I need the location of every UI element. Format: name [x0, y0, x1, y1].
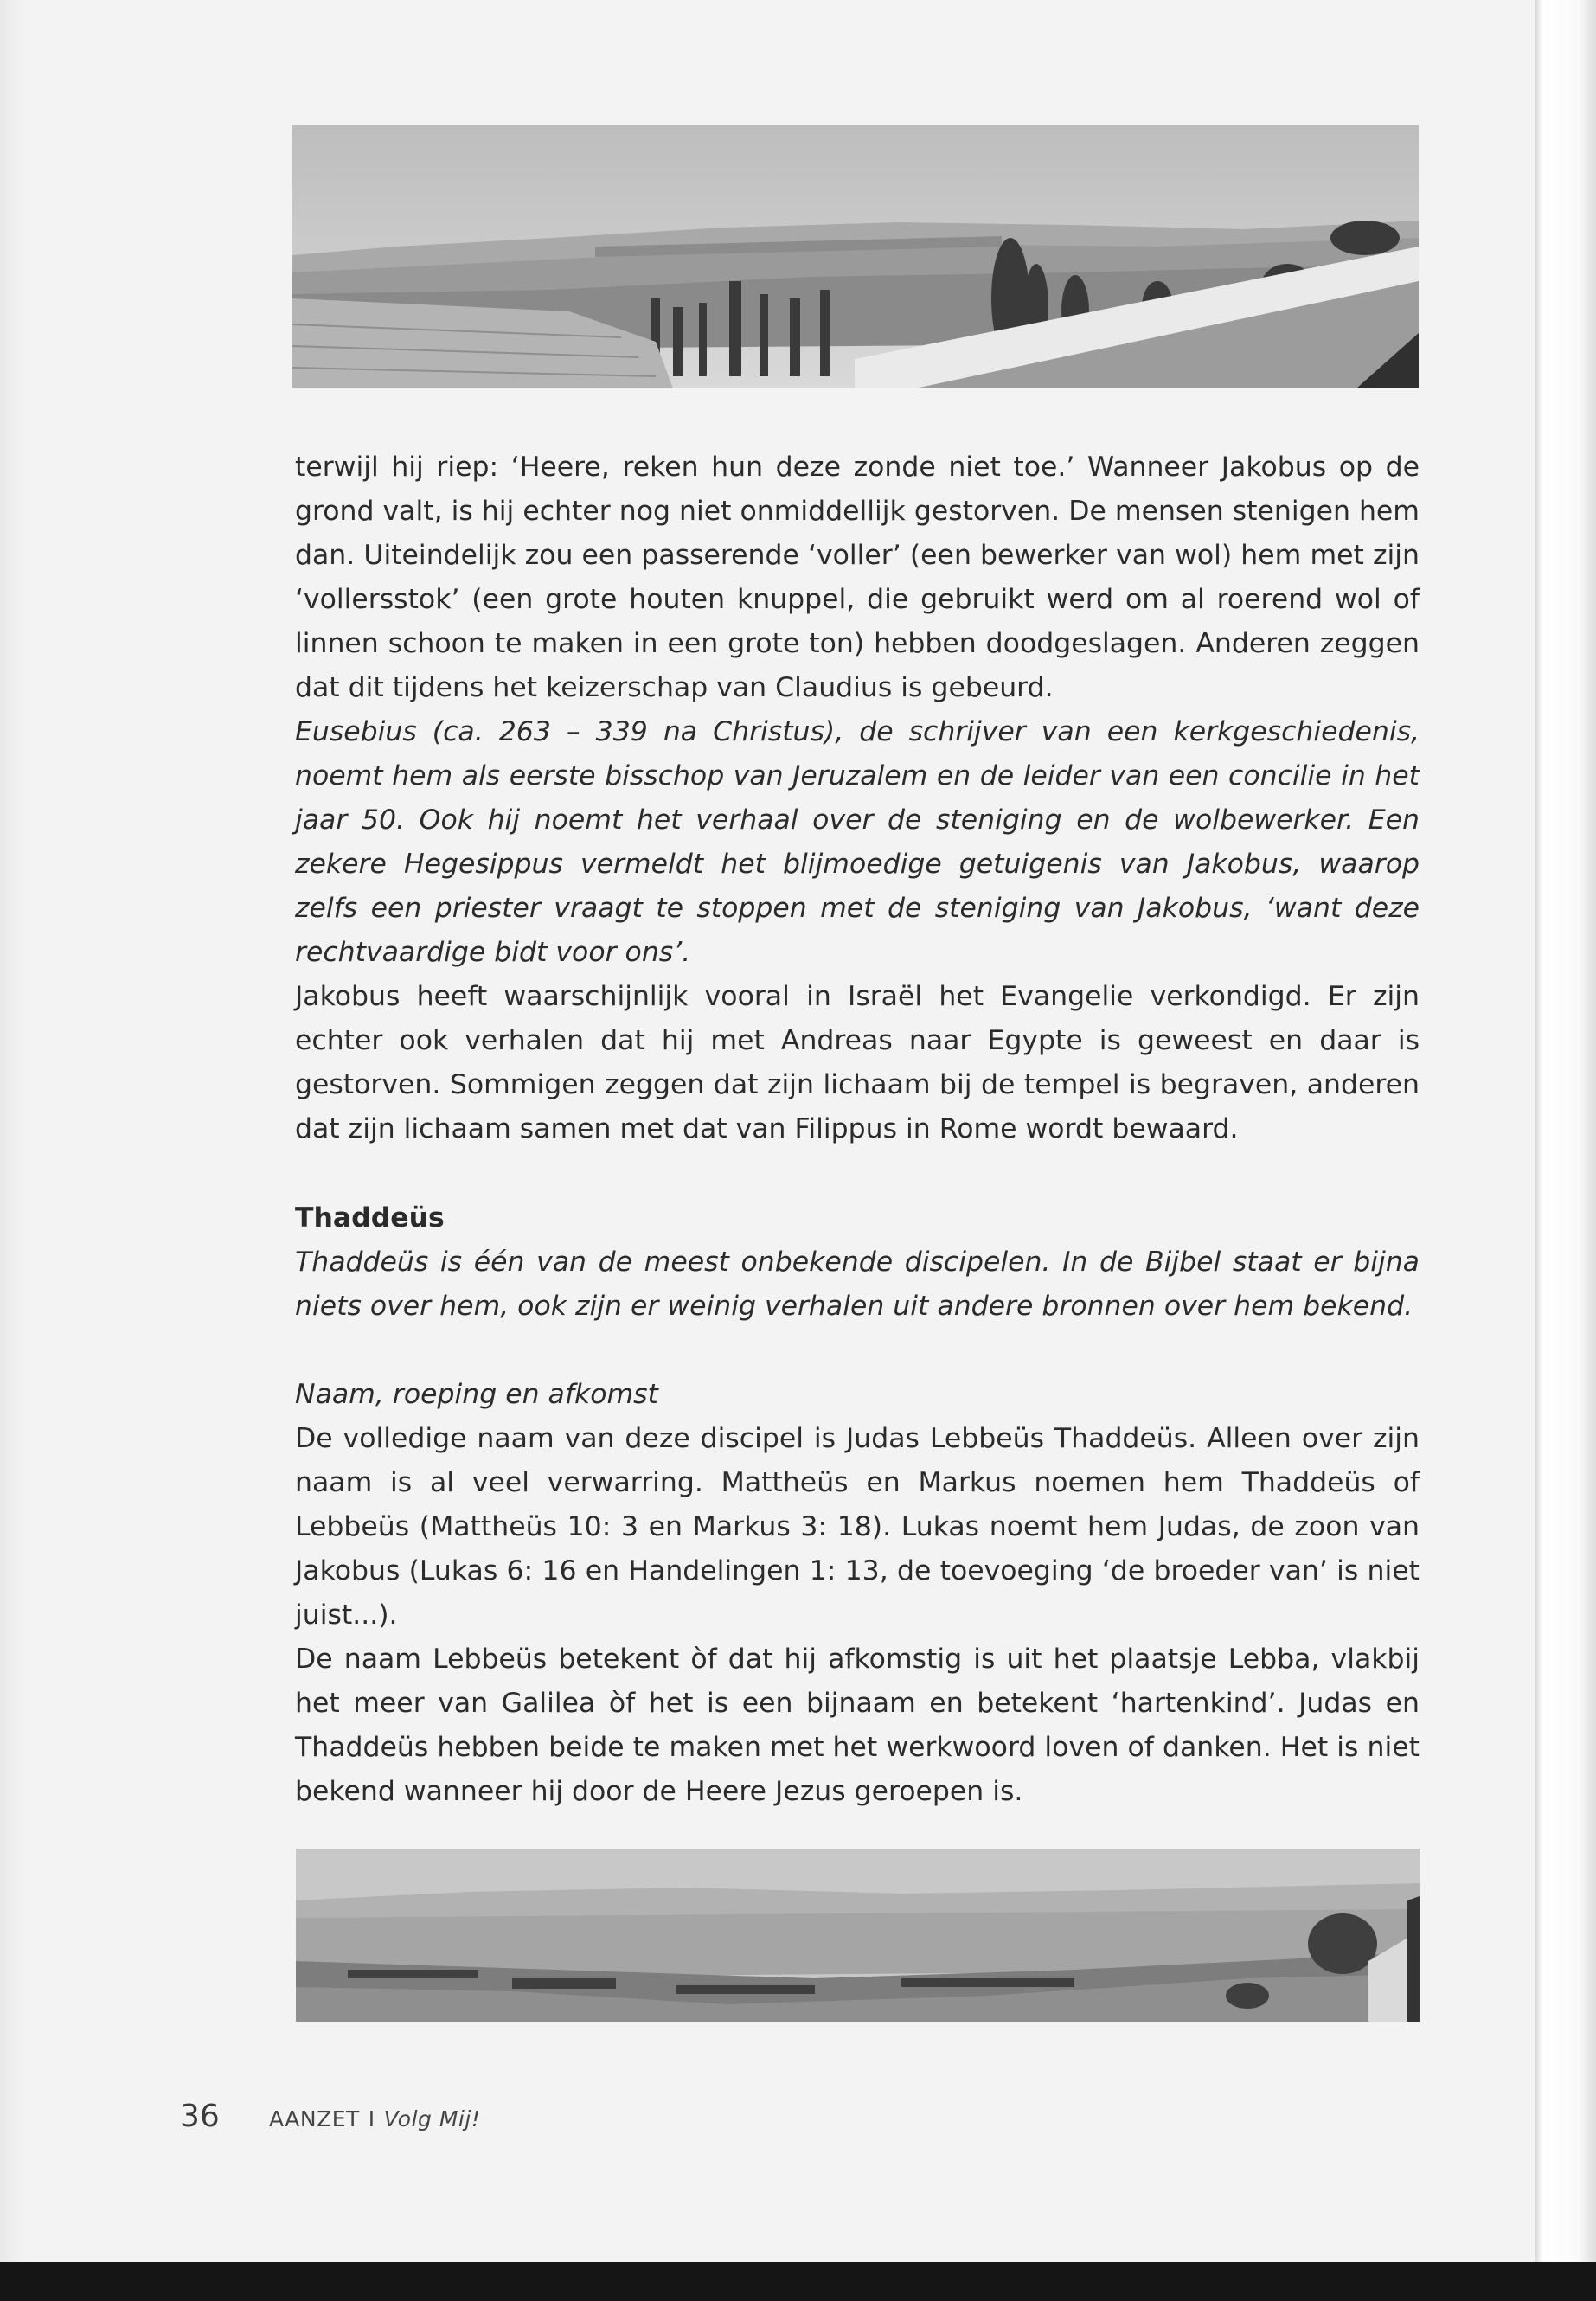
subheading-naam: Naam, roeping en afkomst — [295, 1379, 658, 1410]
paragraph-lebbeus: De naam Lebbeüs betekent òf dat hij afkomstig is uit het plaatsje Lebba, vlakbij het meer van Galilea òf het is een bijnaam en betekent ‘hartenkind’. Judas en Thaddeüs hebben beide te maken met het werkwoord loven of danken. Het is niet bekend wanneer hij door de Heere Jezus geroepen is. — [295, 1644, 1420, 1807]
paragraph-stoning: terwijl hij riep: ‘Heere, reken hun deze zonde niet toe.’ Wanneer Jakobus op de grond valt, is hij echter nog niet onmiddellijk gestorven. De mensen stenigen hem dan. Uiteindelijk zou een passerende ‘voller’ (een bewerker van wol) hem met zijn ‘vollersstok’ (een grote houten knuppel, die gebruikt werd om al roerend wol of linnen schoon te maken in een grote ton) hebben doodgeslagen. Anderen zeggen dat dit tijdens het keizerschap van Claudius is gebeurd. — [295, 452, 1420, 703]
footer-separator: I — [368, 2106, 375, 2131]
paragraph-jakobus-evangelie: Jakobus heeft waarschijnlijk vooral in Israël het Evangelie verkondigd. Er zijn echter ook verhalen dat hij met Andreas naar Egypte is geweest en daar is gestorven. Sommigen zeggen dat zijn lichaam bij de tempel is begraven, anderen dat zijn lichaam samen met dat van Filippus in Rome wordt bewaard. — [295, 981, 1420, 1144]
scan-margin-left — [0, 0, 26, 2301]
sea-of-galilee-photo — [296, 1849, 1420, 2022]
series-name: AANZET — [269, 2106, 360, 2131]
page-number: 36 — [180, 2099, 220, 2134]
paragraph-eusebius: Eusebius (ca. 263 – 339 na Christus), de schrijver van een kerkgeschiedenis, noemt hem als eerste bisschop van Jeruzalem en de leider van een concilie in het jaar 50. Ook hij noemt het verhaal over de steniging en de wolbewerker. Een zekere Hegesippus vermeldt het blijmoedige getuigenis van Jakobus, waarop zelfs een priester vraagt te stoppen met de steniging van Jakobus, ‘want deze rechtvaardige bidt voor ons’. — [295, 716, 1420, 968]
page-edge — [1535, 0, 1596, 2262]
scan-bottom-strip — [0, 2262, 1596, 2301]
section-thaddeus — [295, 1196, 1420, 1814]
paragraph-naam: De volledige naam van deze discipel is Judas Lebbeüs Thaddeüs. Alleen over zijn naam is al veel verwarring. Mattheüs en Markus noemen hem Thaddeüs of Lebbeüs (Mattheüs 10: 3 en Markus 3: 18). Lukas noemt hem Judas, de zoon van Jakobus (Lukas 6: 16 en Handelingen 1: 13, de toevoeging ‘de broeder van’ is niet juist...). — [295, 1423, 1420, 1631]
section-heading: Thaddeüs — [295, 1202, 445, 1234]
section-intro: Thaddeüs is één van de meest onbekende discipelen. In de Bijbel staat er bijna niets over hem, ook zijn er weinig verhalen uit andere bronnen over hem bekend. — [295, 1247, 1420, 1322]
article-body-top — [295, 445, 1420, 1151]
jerusalem-panorama-photo — [292, 125, 1419, 388]
book-title: Volg Mij! — [383, 2106, 481, 2131]
running-footer — [269, 2106, 480, 2131]
blank-line — [295, 1329, 1420, 1373]
